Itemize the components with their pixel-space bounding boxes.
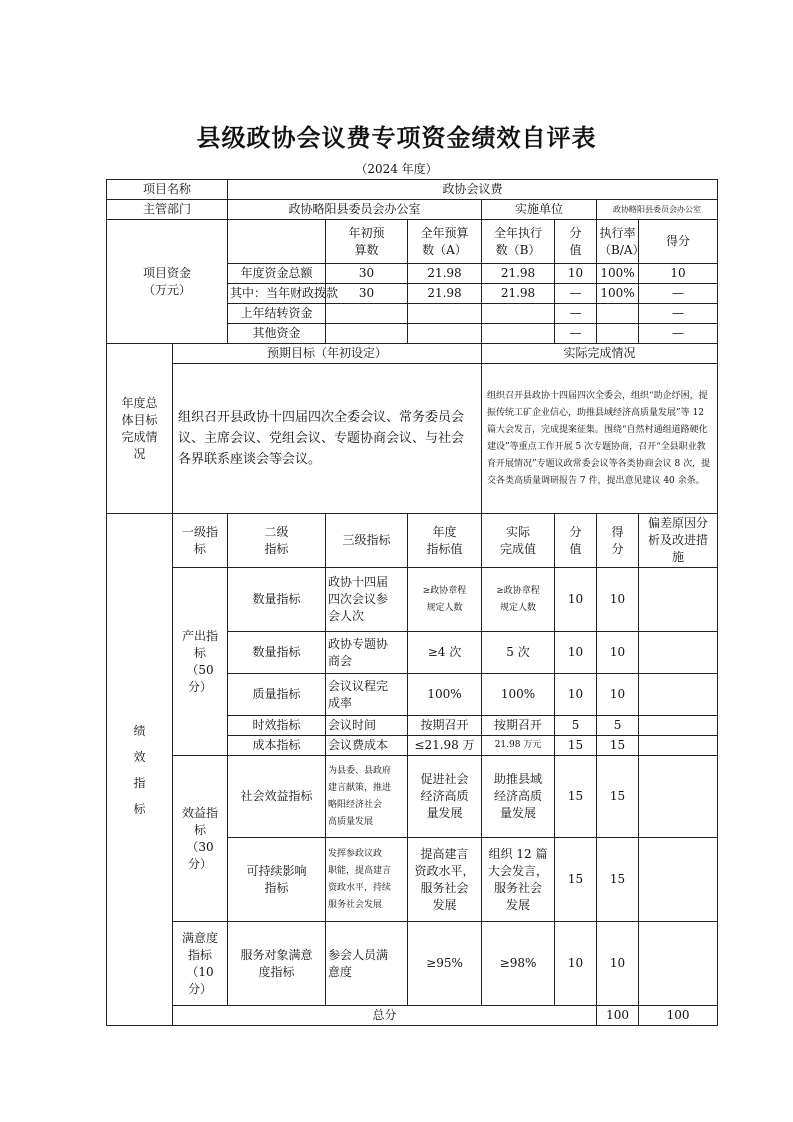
funds-row-budget — [408, 304, 482, 324]
indicator-score-value: 10 — [555, 922, 597, 1006]
indicator-level2: 时效指标 — [228, 716, 326, 736]
funds-header-score: 得分 — [639, 220, 718, 264]
indicator-header-row — [107, 514, 718, 568]
funds-header-score-value: 分 值 — [555, 220, 597, 264]
funds-header-exec: 全年执行 数（B） — [482, 220, 555, 264]
goals-expected-header: 预期目标（年初设定） — [173, 344, 482, 364]
evaluation-table — [106, 179, 718, 1026]
indicator-reason — [639, 838, 718, 922]
indicator-score-value: 5 — [555, 716, 597, 736]
indicator-level3: 参会人员满 意度 — [326, 922, 408, 1006]
indicator-reason — [639, 568, 718, 632]
indicator-actual: 按期召开 — [482, 716, 555, 736]
indicator-row — [107, 922, 718, 1006]
year-label: （2024 年度） — [355, 162, 438, 176]
funds-row-budget: 21.98 — [408, 264, 482, 284]
group-output-label: 产出指 标 （50 分） — [173, 568, 228, 756]
funds-row-exec — [482, 324, 555, 344]
funds-row-exec — [482, 304, 555, 324]
indicator-level2: 质量指标 — [228, 674, 326, 716]
indicator-target: ≤21.98 万 — [408, 736, 482, 756]
indicator-header-level2: 二级 指标 — [228, 514, 326, 568]
total-row — [107, 1006, 718, 1026]
funds-row-score-value: 10 — [555, 264, 597, 284]
total-score-value: 100 — [597, 1006, 639, 1026]
group-satisfaction-label: 满意度 指标 （10 分） — [173, 922, 228, 1006]
indicator-level3: 发挥参政议政 职能，提高建言 资政水平，持续 服务社会发展 — [326, 838, 408, 922]
department-row — [107, 200, 718, 220]
funds-header-initial: 年初预 算数 — [326, 220, 408, 264]
indicator-target: 促进社会 经济高质 量发展 — [408, 756, 482, 838]
indicator-header-actual: 实际 完成值 — [482, 514, 555, 568]
indicator-level3: 会议费成本 — [326, 736, 408, 756]
funds-row-exec: 21.98 — [482, 264, 555, 284]
funds-header-rate: 执行率 （B/A） — [597, 220, 639, 264]
indicator-level3: 会议时间 — [326, 716, 408, 736]
indicator-header-target: 年度 指标值 — [408, 514, 482, 568]
indicator-actual: ≥98% — [482, 922, 555, 1006]
indicator-level2: 数量指标 — [228, 632, 326, 674]
dept-value: 政协略阳县委员会办公室 — [228, 200, 482, 220]
funds-row-score: — — [639, 304, 718, 324]
indicator-level3: 会议议程完 成率 — [326, 674, 408, 716]
funds-row-score-value: — — [555, 304, 597, 324]
indicator-level2: 可持续影响 指标 — [228, 838, 326, 922]
indicator-header-score: 得 分 — [597, 514, 639, 568]
funds-row-score-value: — — [555, 284, 597, 304]
funds-row-initial: 30 — [326, 284, 408, 304]
indicator-score: 10 — [597, 922, 639, 1006]
goals-header-row — [107, 344, 718, 364]
indicator-target: 按期召开 — [408, 716, 482, 736]
funds-row-label: 上年结转资金 — [228, 304, 326, 324]
goals-actual-header: 实际完成情况 — [482, 344, 718, 364]
indicator-score: 5 — [597, 716, 639, 736]
indicator-actual: 21.98 万元 — [482, 736, 555, 756]
page-title: 县级政协会议费专项资金绩效自评表 — [196, 124, 597, 152]
funds-header-empty — [228, 220, 326, 264]
funds-row-initial: 30 — [326, 264, 408, 284]
group-benefit-label: 效益指 标 （30 分） — [173, 756, 228, 922]
indicator-score-value: 15 — [555, 736, 597, 756]
indicator-target: ≥政协章程 规定人数 — [408, 568, 482, 632]
funds-row-initial — [326, 324, 408, 344]
funds-label: 项目资金 （万元） — [107, 220, 228, 344]
funds-row-rate: 100% — [597, 284, 639, 304]
indicators-label: 绩 效 指 标 — [107, 514, 173, 1026]
dept-label: 主管部门 — [107, 200, 228, 220]
funds-row-budget: 21.98 — [408, 284, 482, 304]
indicator-target: ≥95% — [408, 922, 482, 1006]
indicator-header-level1: 一级指 标 — [173, 514, 228, 568]
indicator-score-value: 15 — [555, 838, 597, 922]
project-name-row — [107, 180, 718, 200]
indicator-score: 15 — [597, 838, 639, 922]
funds-row-rate: 100% — [597, 264, 639, 284]
funds-row-rate — [597, 324, 639, 344]
indicator-level3: 政协专题协 商会 — [326, 632, 408, 674]
indicator-level2: 成本指标 — [228, 736, 326, 756]
indicator-row — [107, 568, 718, 632]
total-label: 总分 — [173, 1006, 597, 1026]
indicator-level3: 政协十四届 四次会议参 会人次 — [326, 568, 408, 632]
funds-row-label: 其他资金 — [228, 324, 326, 344]
project-name-value: 政协会议费 — [228, 180, 718, 200]
indicator-level3: 为县委、县政府 建言献策，推进 略阳经济社会 高质量发展 — [326, 756, 408, 838]
funds-row-initial — [326, 304, 408, 324]
funds-row-score-value: — — [555, 324, 597, 344]
indicator-header-score-value: 分 值 — [555, 514, 597, 568]
funds-row-budget — [408, 324, 482, 344]
project-name-label: 项目名称 — [107, 180, 228, 200]
indicator-score-value: 10 — [555, 568, 597, 632]
indicator-reason — [639, 736, 718, 756]
indicator-reason — [639, 756, 718, 838]
indicator-target: ≥4 次 — [408, 632, 482, 674]
indicator-score: 10 — [597, 632, 639, 674]
indicator-header-level3: 三级指标 — [326, 514, 408, 568]
indicator-score-value: 10 — [555, 632, 597, 674]
indicator-actual: 助推县域 经济高质 量发展 — [482, 756, 555, 838]
funds-row-score: 10 — [639, 264, 718, 284]
indicator-target: 提高建言 资政水平， 服务社会 发展 — [408, 838, 482, 922]
funds-row-rate — [597, 304, 639, 324]
goals-label: 年度总 体目标 完成情 况 — [107, 344, 173, 514]
indicator-reason — [639, 716, 718, 736]
indicator-score: 15 — [597, 756, 639, 838]
indicator-reason — [639, 922, 718, 1006]
indicator-score: 15 — [597, 736, 639, 756]
funds-header-budget: 全年预算 数（A） — [408, 220, 482, 264]
funds-row-exec: 21.98 — [482, 284, 555, 304]
indicator-actual: 100% — [482, 674, 555, 716]
goals-content-row — [107, 364, 718, 514]
total-score: 100 — [639, 1006, 718, 1026]
funds-row-label: 其中：当年财政拨款 — [228, 284, 326, 304]
unit-label: 实施单位 — [482, 200, 597, 220]
indicator-row — [107, 756, 718, 838]
funds-row-score: — — [639, 324, 718, 344]
indicator-actual: 5 次 — [482, 632, 555, 674]
unit-value: 政协略阳县委员会办公室 — [597, 200, 718, 220]
funds-header-row — [107, 220, 718, 264]
indicator-reason — [639, 632, 718, 674]
goals-actual-text: 组织召开县政协十四届四次全委会，组织“助企纾困，提振传统工矿企业信心，助推县域经济高质量发展”等 12 篇大会发言，完成提案征集。围绕“自然村通组道路硬化建设”等重点工作开展 5 次专题协商，召开“全县职业教育开展情况”专题议政常委会议等各类协商会议 8 次，提交各类高质量调研报告 7 件，提出意见建议 40 余条。 — [482, 364, 718, 514]
funds-row-label: 年度资金总额 — [228, 264, 326, 284]
indicator-score-value: 15 — [555, 756, 597, 838]
indicator-level2: 社会效益指标 — [228, 756, 326, 838]
indicator-level2: 数量指标 — [228, 568, 326, 632]
indicator-level2: 服务对象满意 度指标 — [228, 922, 326, 1006]
funds-row-score: — — [639, 284, 718, 304]
indicator-actual: ≥政协章程 规定人数 — [482, 568, 555, 632]
indicator-score: 10 — [597, 674, 639, 716]
indicator-reason — [639, 674, 718, 716]
indicator-header-reason: 偏差原因分 析及改进措 施 — [639, 514, 718, 568]
indicator-score-value: 10 — [555, 674, 597, 716]
indicator-actual: 组织 12 篇 大会发言， 服务社会 发展 — [482, 838, 555, 922]
indicator-target: 100% — [408, 674, 482, 716]
indicator-score: 10 — [597, 568, 639, 632]
goals-expected-text: 组织召开县政协十四届四次全委会议、常务委员会议、主席会议、党组会议、专题协商会议、与社会各界联系座谈会等会议。 — [173, 364, 482, 514]
